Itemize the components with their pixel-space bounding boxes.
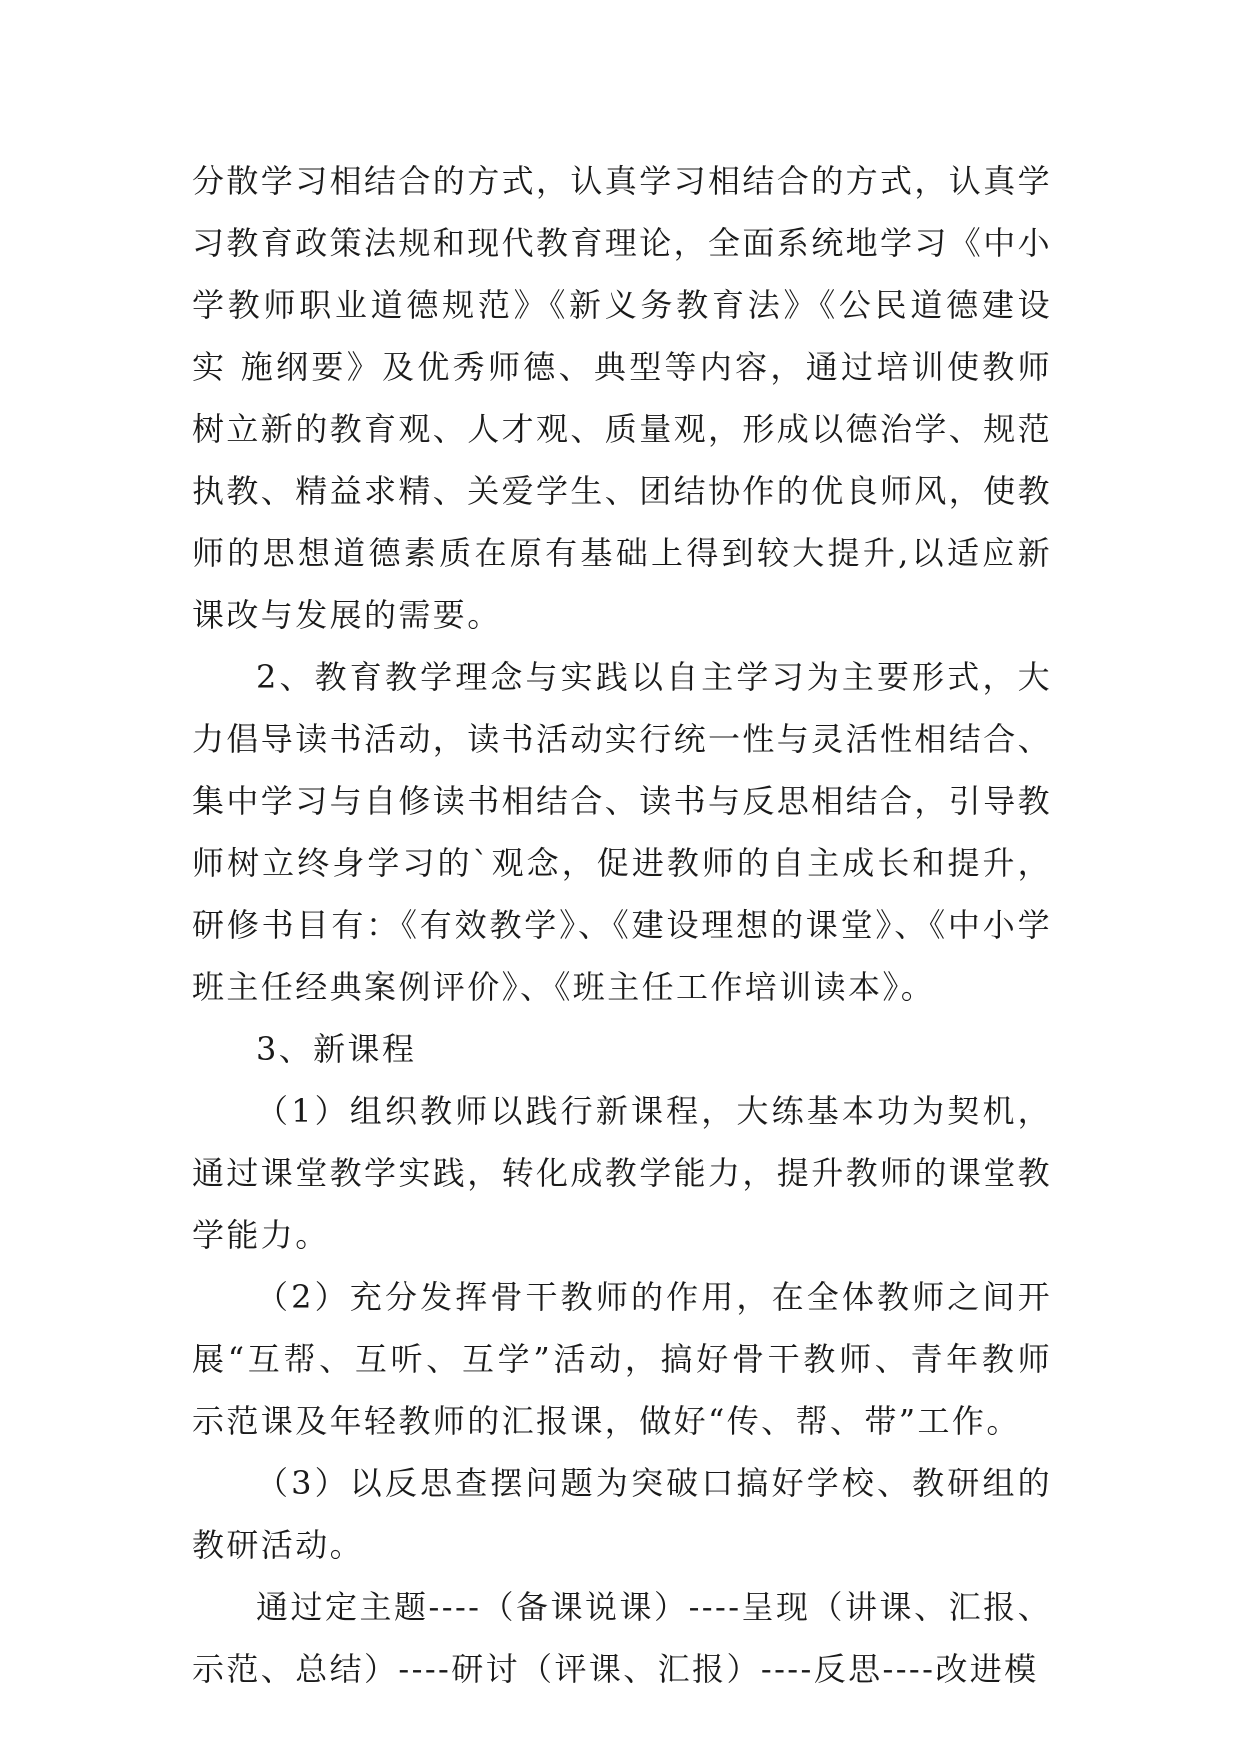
document-page xyxy=(192,150,1052,1700)
paragraph-teaching-concepts: 2、教育教学理念与实践以自主学习为主要形式，大力倡导读书活动，读书活动实行统一性与灵活性相结合、集中学习与自修读书相结合、读书与反思相结合，引导教师树立终身学习的`观念，促进教师的自主成长和提升，研修书目有：《有效教学》、《建设理想的课堂》、《中小学班主任经典案例评价》、《班主任工作培训读本》。 xyxy=(192,658,1053,1006)
paragraph-item-1: （1）组织教师以践行新课程，大练基本功为契机，通过课堂教学实践，转化成教学能力，提升教师的课堂教学能力。 xyxy=(192,1092,1053,1254)
paragraph-process-model: 通过定主题----（备课说课）----呈现（讲课、汇报、示范、总结）----研讨（评课、汇报）----反思----改进模 xyxy=(192,1588,1052,1688)
paragraph-study-methods: 分散学习相结合的方式，认真学习相结合的方式，认真学习教育政策法规和现代教育理论，全面系统地学习《中小学教师职业道德规范》《新义务教育法》《公民道德建设实 施纲要》及优秀师德、典型等内容，通过培训使教师树立新的教育观、人才观、质量观，形成以德治学、规范执教、精益求精、关爱学生、团结协作的优良师风，使教师的思想道德素质在原有基础上得到较大提升,以适应新课改与发展的需要。 xyxy=(192,162,1053,634)
heading-new-curriculum: 3、新课程 xyxy=(256,1030,417,1068)
paragraph-item-2: （2）充分发挥骨干教师的作用，在全体教师之间开展“互帮、互听、互学”活动，搞好骨干教师、青年教师示范课及年轻教师的汇报课，做好“传、帮、带”工作。 xyxy=(192,1278,1052,1440)
paragraph-item-3: （3）以反思查摆问题为突破口搞好学校、教研组的教研活动。 xyxy=(192,1464,1052,1564)
